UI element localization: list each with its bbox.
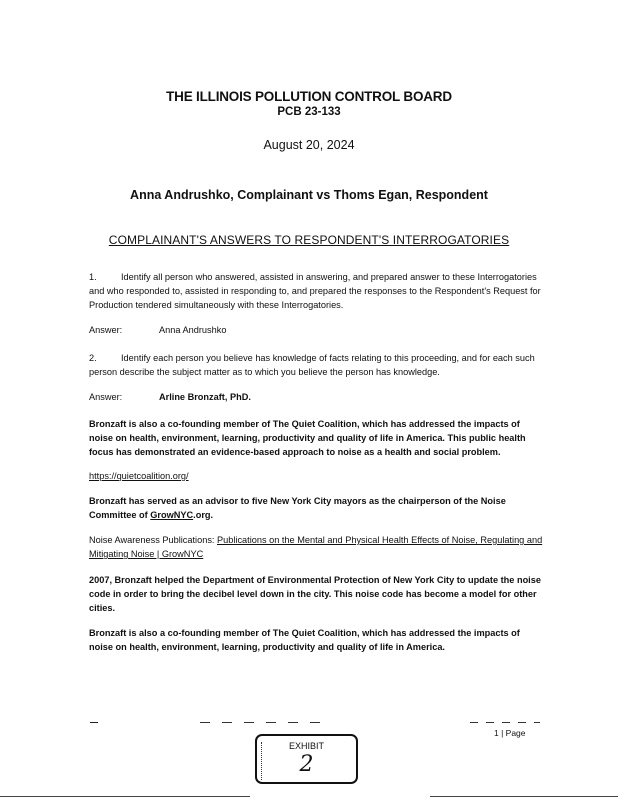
publications-link[interactable]: Publications on the Mental and Physical Health Effects of Noise, Regulating and Mitigating Noise | GrowNYC	[89, 535, 543, 559]
answer-label: Answer:	[89, 325, 123, 335]
answer-text: Arline Bronzaft, PhD.	[159, 392, 251, 402]
document-date: August 20, 2024	[263, 138, 355, 152]
scan-edge-line	[430, 796, 618, 797]
paragraph-advisor	[89, 494, 544, 522]
paragraph-2007: 2007, Bronzaft helped the Department of Environmental Protection of New York City to update the noise code in order to bring the decibel level down in the city. This noise code has become a model for other cities.	[89, 575, 541, 613]
quiet-coalition-link-row	[89, 469, 544, 483]
quiet-coalition-link[interactable]: https://quietcoalition.org/	[89, 471, 189, 481]
page-number: 1 | Page	[494, 728, 526, 738]
case-parties: Anna Andrushko, Complainant vs Thoms Egan, Respondent	[130, 188, 488, 202]
footer-rule	[470, 722, 540, 723]
footer-rule	[90, 722, 98, 723]
answer-text: Anna Andrushko	[159, 325, 227, 335]
advisor-text-end: .org.	[193, 510, 214, 520]
exhibit-stamp	[255, 734, 358, 784]
footer-rule	[200, 722, 320, 723]
document-title: COMPLAINANT'S ANSWERS TO RESPONDENT'S INTERROGATORIES	[108, 233, 510, 247]
paragraph-publications	[89, 533, 544, 561]
question-text: Identify each person you believe has knowledge of facts relating to this proceeding, and for each such person describe the subject matter as to which you believe the person has knowledge.	[89, 353, 535, 377]
board-title: THE ILLINOIS POLLUTION CONTROL BOARD	[166, 89, 452, 104]
exhibit-label: EXHIBIT	[288, 741, 324, 751]
question-number: 2.	[89, 353, 97, 363]
answer-2	[89, 390, 544, 404]
grownyc-link[interactable]: GrowNYC	[150, 510, 194, 520]
answer-label: Answer:	[89, 392, 123, 402]
question-number: 1.	[89, 272, 97, 282]
exhibit-number: 2	[299, 752, 314, 777]
question-2	[89, 351, 544, 379]
question-1	[89, 270, 544, 312]
question-text: Identify all person who answered, assisted in answering, and prepared answer to these Interrogatories and who responded to, assisted in responding to, and prepared the responses to the Respondent's Request for Production tendered simultaneously with these Interrogatories.	[89, 272, 541, 310]
publications-label: Noise Awareness Publications:	[89, 535, 218, 545]
paragraph-quiet-coalition-2: Bronzaft is also a co-founding member of The Quiet Coalition, which has addressed the impacts of noise on health, environment, learning, productivity and quality of life in America.	[89, 628, 520, 652]
scan-edge-line	[0, 796, 250, 797]
case-number: PCB 23-133	[277, 106, 341, 118]
advisor-text: Bronzaft has served as an advisor to five New York City mayors as the chairperson of the Noise Committee of	[89, 496, 506, 520]
paragraph-quiet-coalition: Bronzaft is also a co-founding member of The Quiet Coalition, which has addressed the impacts of noise on health, environment, learning, productivity and quality of life in America. This public health focus has demonstrated an evidence-based approach to noise as a health and social problem.	[89, 419, 526, 457]
answer-1	[89, 323, 544, 337]
